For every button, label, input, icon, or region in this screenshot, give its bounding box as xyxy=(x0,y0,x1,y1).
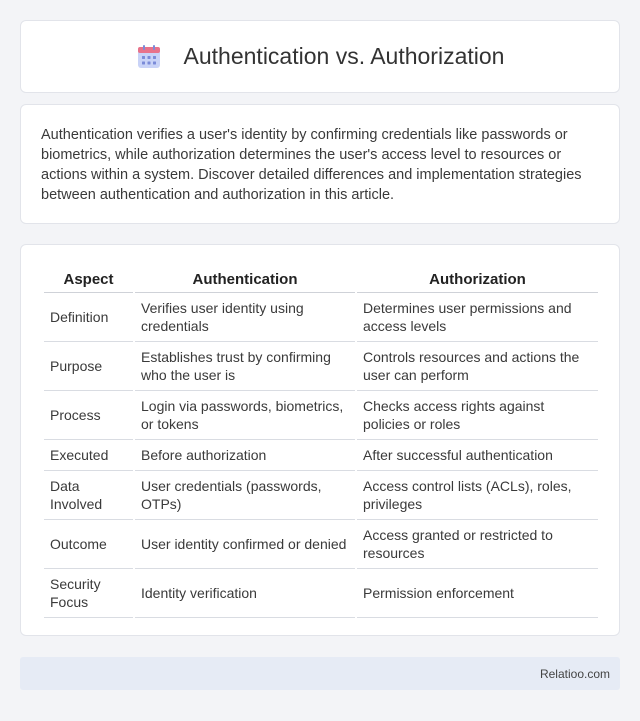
column-header-authentication: Authentication xyxy=(135,265,355,293)
calendar-icon xyxy=(136,44,162,70)
comparison-card xyxy=(20,244,620,636)
footer-bar xyxy=(20,657,620,690)
table-cell-aspect: Definition xyxy=(44,293,133,342)
table-row xyxy=(44,342,598,391)
table-cell-authentication: Verifies user identity using credentials xyxy=(135,293,355,342)
table-cell-aspect: Data Involved xyxy=(44,471,133,520)
table-cell-authentication: Before authorization xyxy=(135,440,355,471)
table-cell-authorization: Controls resources and actions the user can perform xyxy=(357,342,598,391)
page-title: Authentication vs. Authorization xyxy=(183,43,505,69)
comparison-table xyxy=(42,265,600,618)
table-cell-aspect: Security Focus xyxy=(44,569,133,618)
table-cell-authorization: Access control lists (ACLs), roles, privileges xyxy=(357,471,598,520)
column-header-aspect: Aspect xyxy=(44,265,133,293)
table-row xyxy=(44,391,598,440)
table-cell-aspect: Executed xyxy=(44,440,133,471)
column-header-authorization: Authorization xyxy=(357,265,598,293)
table-cell-authorization: After successful authentication xyxy=(357,440,598,471)
intro-paragraph: Authentication verifies a user's identity by confirming credentials like passwords or biometrics, while authorization determines the user's access level to resources or actions within a system. Discover detailed differences and implementation strategies between authentication and authorization in this article. xyxy=(41,127,582,203)
table-row xyxy=(44,569,598,618)
table-row xyxy=(44,293,598,342)
table-row xyxy=(44,520,598,569)
table-cell-aspect: Purpose xyxy=(44,342,133,391)
table-row xyxy=(44,471,598,520)
table-row xyxy=(44,440,598,471)
table-cell-authorization: Access granted or restricted to resources xyxy=(357,520,598,569)
table-cell-authorization: Determines user permissions and access levels xyxy=(357,293,598,342)
table-cell-aspect: Process xyxy=(44,391,133,440)
table-cell-authentication: User identity confirmed or denied xyxy=(135,520,355,569)
footer-brand: Relatioo.com xyxy=(539,666,610,681)
intro-card xyxy=(20,104,620,224)
table-cell-authorization: Checks access rights against policies or roles xyxy=(357,391,598,440)
table-cell-authorization: Permission enforcement xyxy=(357,569,598,618)
table-header-row xyxy=(44,265,598,293)
table-cell-aspect: Outcome xyxy=(44,520,133,569)
table-cell-authentication: User credentials (passwords, OTPs) xyxy=(135,471,355,520)
table-cell-authentication: Establishes trust by confirming who the user is xyxy=(135,342,355,391)
table-cell-authentication: Identity verification xyxy=(135,569,355,618)
title-card xyxy=(20,20,620,93)
table-cell-authentication: Login via passwords, biometrics, or tokens xyxy=(135,391,355,440)
